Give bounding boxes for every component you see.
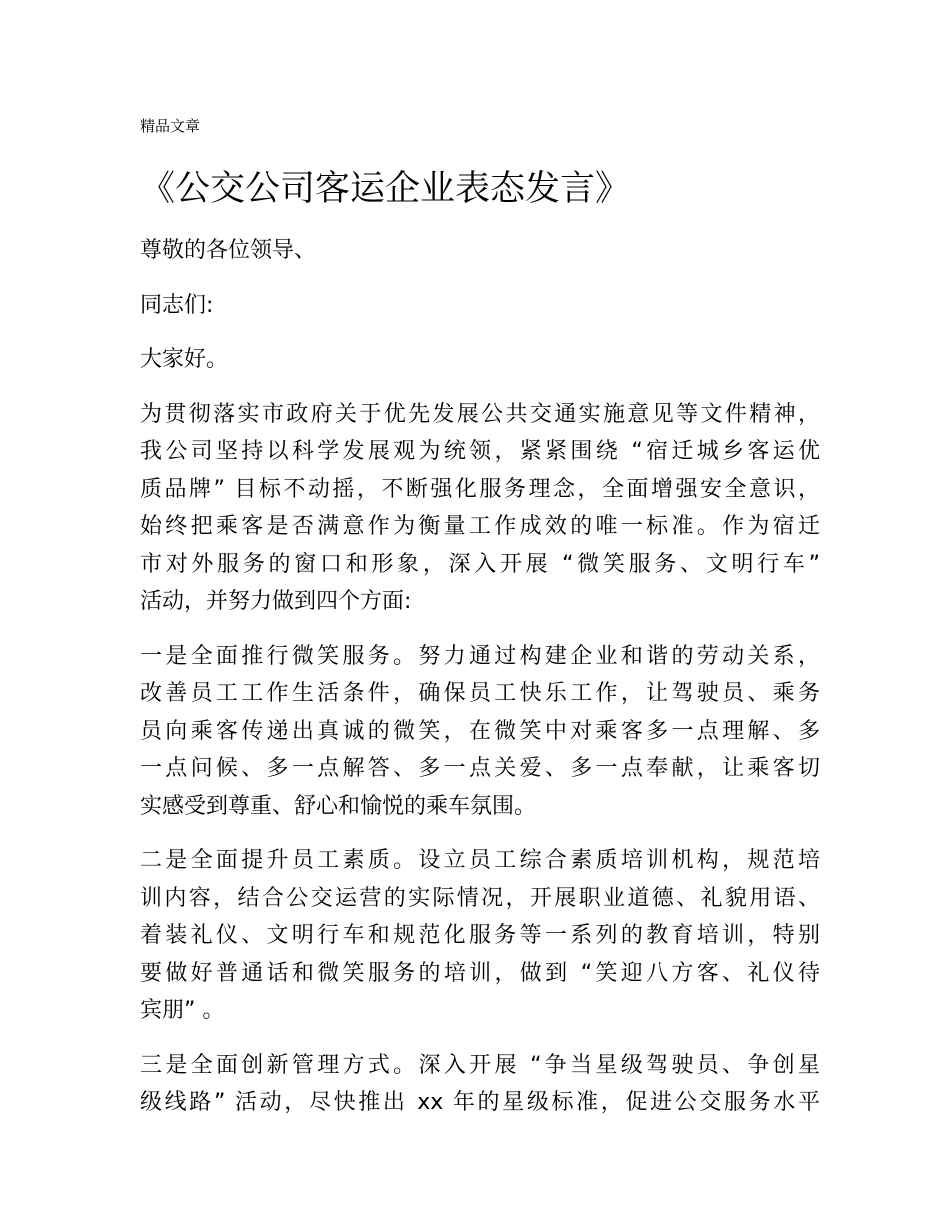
paragraph-point-3 bbox=[140, 1047, 820, 1122]
text-line: 宾朋” 。 bbox=[140, 998, 225, 1023]
text-line: 市对外服务的窗口和形象，深入开展 “微笑服务、文明行车” bbox=[140, 551, 820, 577]
text-line: 尊敬的各位领导、 bbox=[140, 238, 317, 263]
text-line: 始终把乘客是否满意作为衡量工作成效的唯一标准。作为宿迁 bbox=[140, 514, 820, 539]
text-line: 着装礼仪、文明行车和规范化服务等一系列的教育培训，特别 bbox=[140, 923, 820, 948]
text-line: 大家好。 bbox=[140, 347, 229, 372]
paragraph-point-1 bbox=[140, 638, 820, 826]
paragraph-salutation-2 bbox=[140, 287, 820, 325]
text-line: 我公司坚持以科学发展观为统领，紧紧围绕 “宿迁城乡客运优 bbox=[140, 439, 820, 464]
text-line: 一是全面推行微笑服务。努力通过构建企业和谐的劳动关系， bbox=[140, 643, 820, 669]
text-line: 同志们: bbox=[140, 292, 214, 318]
text-line: 为贯彻落实市政府关于优先发展公共交通实施意见等文件精神， bbox=[140, 401, 820, 427]
text-line: 三是全面创新管理方式。深入开展 “争当星级驾驶员、争创星 bbox=[140, 1052, 820, 1078]
text-line: 活动，并努力做到四个方面: bbox=[140, 589, 412, 614]
text-line: 级线路” 活动，尽快推出 xx 年的星级标准，促进公交服务水平 bbox=[140, 1090, 820, 1115]
paragraph-greeting bbox=[140, 341, 820, 379]
text-line: 质品牌” 目标不动摇，不断强化服务理念，全面增强安全意识， bbox=[140, 476, 820, 502]
header-label: 精品文章 bbox=[140, 117, 201, 135]
text-line: 二是全面提升员工素质。设立员工综合素质培训机构，规范培 bbox=[140, 848, 820, 873]
paragraph-point-2 bbox=[140, 842, 820, 1030]
document-title: 《公交公司客运企业表态发言》 bbox=[140, 169, 631, 209]
paragraph-salutation-1 bbox=[140, 232, 820, 270]
text-line: 员向乘客传递出真诚的微笑，在微笑中对乘客多一点理解、多 bbox=[140, 718, 820, 744]
text-line: 实感受到尊重、舒心和愉悦的乘车氛围。 bbox=[140, 793, 537, 819]
document-body bbox=[140, 232, 820, 1139]
text-line: 改善员工工作生活条件，确保员工快乐工作，让驾驶员、乘务 bbox=[140, 681, 820, 706]
text-line: 一点问候、多一点解答、多一点关爱、多一点奉献，让乘客切 bbox=[140, 756, 820, 781]
text-line: 训内容，结合公交运营的实际情况，开展职业道德、礼貌用语、 bbox=[140, 885, 820, 911]
text-line: 要做好普通话和微笑服务的培训，做到 “笑迎八方客、礼仪待 bbox=[140, 960, 820, 986]
paragraph-intro bbox=[140, 396, 820, 621]
